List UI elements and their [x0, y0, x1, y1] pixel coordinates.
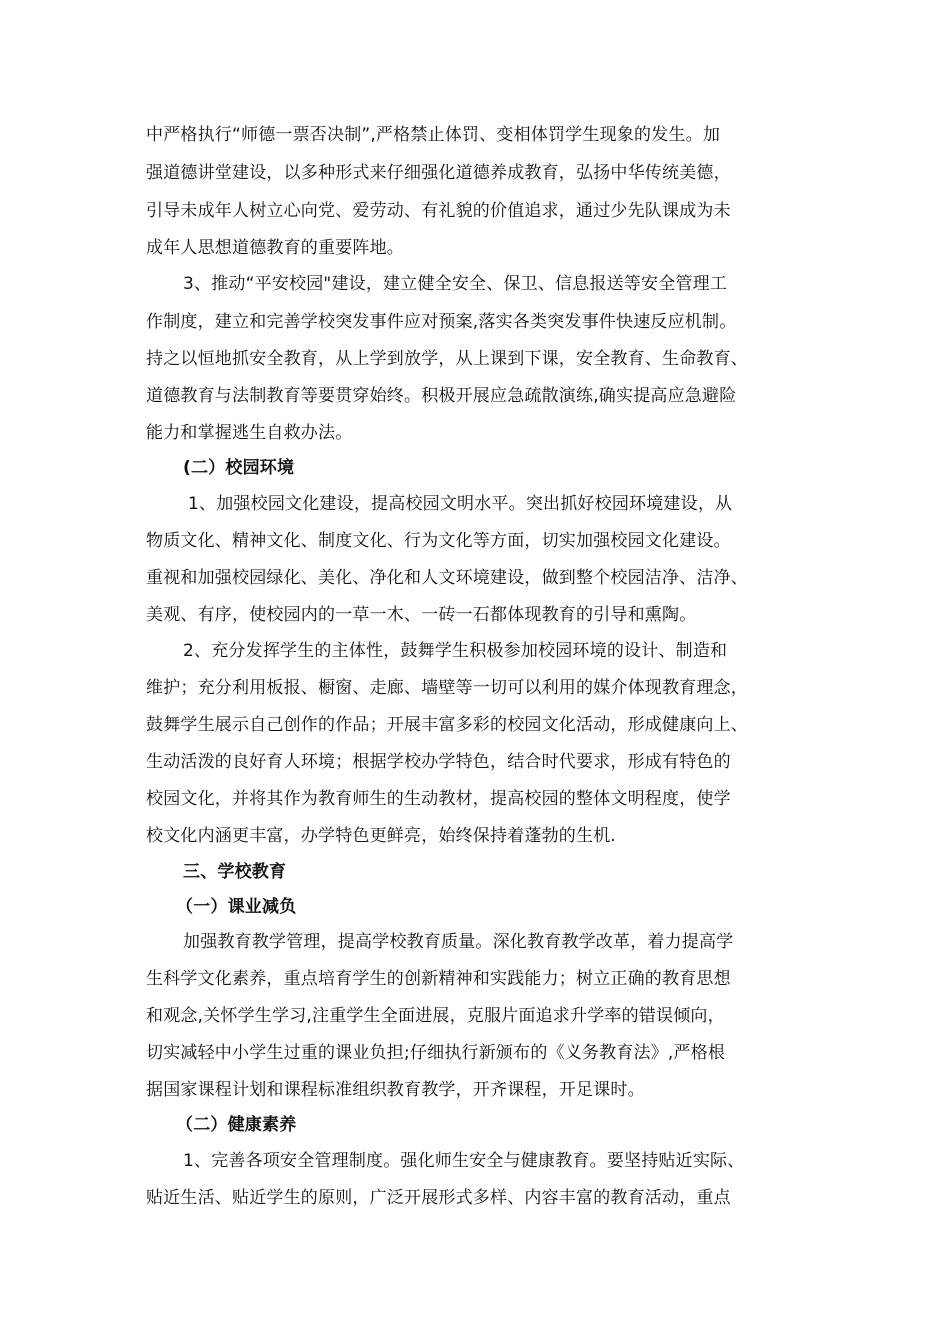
- section-heading: 三、学校教育: [183, 862, 287, 882]
- paragraph-line: 1、完善各项安全管理制度。强化师生安全与健康教育。要坚持贴近实际、: [183, 1151, 745, 1171]
- paragraph-line: 重视和加强校园绿化、美化、净化和人文环境建设，做到整个校园洁净、洁净、: [146, 568, 748, 588]
- paragraph-line: 美观、有序，使校园内的一草一木、一砖一石都体现教育的引导和熏陶。: [146, 605, 697, 625]
- paragraph-line: 校文化内涵更丰富，办学特色更鲜亮，始终保持着蓬勃的生机.: [146, 826, 617, 846]
- paragraph-line: 持之以恒地抓安全教育，从上学到放学，从上课到下课，安全教育、生命教育、: [146, 349, 748, 369]
- section-heading: （二）健康素养: [176, 1115, 297, 1135]
- paragraph-line: 生科学文化素养，重点培育学生的创新精神和实践能力；树立正确的教育思想: [146, 969, 731, 989]
- section-heading: （一）课业减负: [176, 897, 297, 917]
- paragraph-line: 加强教育教学管理，提高学校教育质量。深化教育教学改革，着力提高学: [183, 932, 734, 952]
- paragraph-line: 鼓舞学生展示自己创作的作品；开展丰富多彩的校园文化活动，形成健康向上、: [146, 715, 748, 735]
- paragraph-line: 作制度，建立和完善学校突发事件应对预案,落实各类突发事件快速反应机制。: [146, 312, 737, 332]
- paragraph-line: 引导未成年人树立心向党、爱劳动、有礼貌的价值追求，通过少先队课成为未: [146, 201, 731, 221]
- paragraph-line: 生动活泼的良好育人环境；根据学校办学特色，结合时代要求，形成有特色的: [146, 752, 731, 772]
- paragraph-line: 强道德讲堂建设，以多种形式来仔细强化道德养成教育，弘扬中华传统美德，: [146, 163, 731, 183]
- paragraph-line: 道德教育与法制教育等要贯穿始终。积极开展应急疏散演练,确实提高应急避险: [146, 386, 737, 406]
- paragraph-line: 和观念,关怀学生学习,注重学生全面进展，克服片面追求升学率的错误倾向，: [146, 1006, 725, 1026]
- paragraph-line: 维护；充分利用板报、橱窗、走廊、墙壁等一切可以利用的媒介体现教育理念，: [146, 678, 748, 698]
- paragraph-line: 校园文化，并将其作为教育师生的生动教材，提高校园的整体文明程度，使学: [146, 789, 731, 809]
- paragraph-line: 物质文化、精神文化、制度文化、行为文化等方面，切实加强校园文化建设。: [146, 531, 731, 551]
- paragraph-line: 据国家课程计划和课程标准组织教育教学，开齐课程，开足课时。: [146, 1080, 645, 1100]
- paragraph-line: 2、充分发挥学生的主体性，鼓舞学生积极参加校园环境的设计、制造和: [183, 641, 728, 661]
- paragraph-line: 成年人思想道德教育的重要阵地。: [146, 238, 404, 258]
- paragraph-line: 中严格执行“师德一票否决制”,严格禁止体罚、变相体罚学生现象的发生。加: [146, 125, 721, 145]
- paragraph-line: 3、推动“平安校园"建设，建立健全安全、保卫、信息报送等安全管理工: [183, 274, 728, 294]
- paragraph-line: 1、加强校园文化建设，提高校园文明水平。突出抓好校园环境建设，从: [188, 494, 733, 514]
- section-heading: (二）校园环境: [183, 458, 295, 478]
- paragraph-line: 切实减轻中小学生过重的课业负担;仔细执行新颁布的《义务教育法》,严格根: [146, 1043, 726, 1063]
- paragraph-line: 贴近生活、贴近学生的原则，广泛开展形式多样、内容丰富的教育活动，重点: [146, 1188, 731, 1208]
- paragraph-line: 能力和掌握逃生自救办法。: [146, 423, 353, 443]
